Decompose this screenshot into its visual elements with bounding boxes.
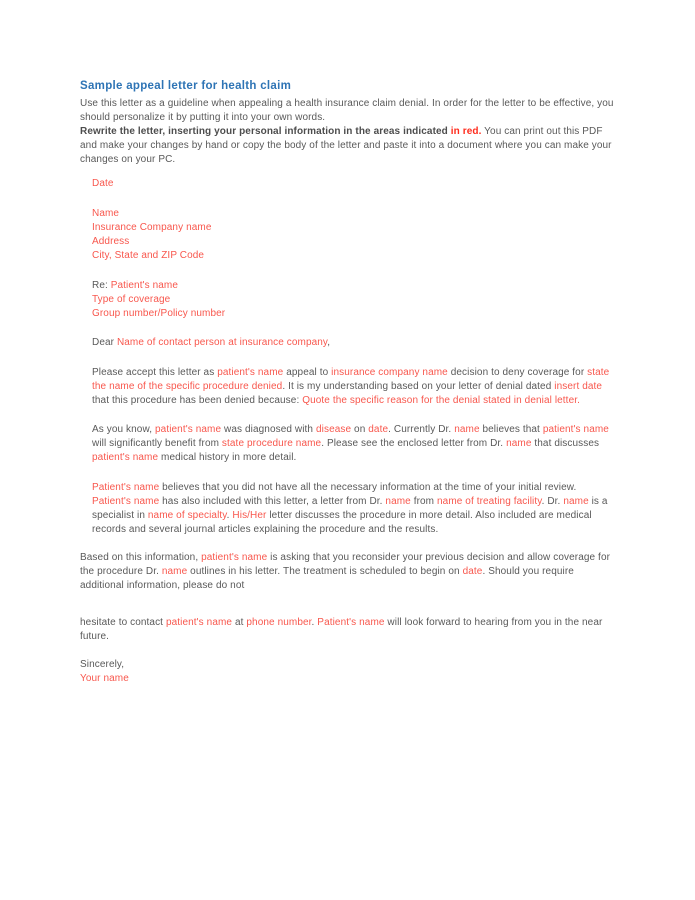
date-placeholder [92, 177, 617, 191]
text-run: Use this letter as a guideline when appealing a health insurance claim denial. In order for the letter to be effective, you should personalize it by putting it into your own words. [80, 98, 614, 123]
text-run: is a specialist in [92, 496, 608, 521]
text-run: Your name [80, 673, 129, 684]
text-run: at [232, 617, 247, 628]
text-run: outlines in his letter. The treatment is scheduled to begin on [187, 566, 463, 577]
text-run: Dear [92, 337, 117, 348]
text-run: Quote the specific reason for the denial stated in denial letter. [302, 395, 580, 406]
body-paragraph-4 [80, 551, 617, 593]
text-run: Name [92, 208, 120, 219]
text-run: date [462, 566, 483, 577]
text-run: City, State and ZIP Code [92, 250, 205, 261]
text-run: Group number/Policy number [92, 308, 226, 319]
body-paragraph-3 [92, 481, 617, 537]
text-run: Rewrite the letter, inserting your personal information in the areas indicated [80, 126, 451, 137]
document-title: Sample appeal letter for health claim [80, 80, 292, 92]
text-run: name [385, 496, 411, 507]
text-run: that this procedure has been denied because: [92, 395, 303, 406]
text-run: from [410, 496, 437, 507]
text-run: will significantly benefit from [92, 438, 222, 449]
text-run: name of treating facility [437, 496, 542, 507]
text-run: name of specialty [147, 510, 227, 521]
text-run: patient's name [165, 617, 233, 628]
text-run: . Currently Dr. [388, 424, 455, 435]
text-run: Patient's name [110, 280, 178, 291]
text-run: is asking that you reconsider your previous decision and allow coverage for the procedure Dr. [80, 552, 611, 577]
signature-placeholder [80, 672, 617, 686]
text-run: in red. [450, 126, 482, 137]
text-run: will look forward to hearing from you in the near future. [80, 617, 603, 642]
text-run: Type of coverage [92, 294, 171, 305]
text-run: state procedure name [221, 438, 322, 449]
text-run: Address [92, 236, 130, 247]
salutation-line [92, 336, 617, 350]
address-placeholder [92, 235, 617, 249]
text-run: has also included with this letter, a letter from Dr. [159, 496, 386, 507]
text-run: letter discusses the procedure in more detail. Also included are medical records and several journal articles explaining the procedure and the results. [92, 510, 592, 535]
body-paragraph-5 [80, 616, 617, 644]
text-run: phone number [246, 617, 312, 628]
coverage-line [92, 293, 617, 307]
text-run: date [368, 424, 389, 435]
text-run: . [226, 510, 233, 521]
text-run: state the name of the specific procedure denied [92, 367, 610, 392]
closing-line [80, 658, 617, 672]
text-run: name [161, 566, 188, 577]
text-run: Based on this information, [80, 552, 202, 563]
text-run: on [351, 424, 369, 435]
text-run: appeal to [283, 367, 332, 378]
insurance-company-placeholder [92, 221, 617, 235]
text-run: that discusses [531, 438, 600, 449]
text-run: patient's name [217, 367, 284, 378]
text-run: Patient's name [92, 482, 160, 493]
text-run: As you know, [92, 424, 155, 435]
text-run: . [311, 617, 318, 628]
text-run: Re: [92, 280, 111, 291]
text-run: . Dr. [541, 496, 564, 507]
text-run: patient's name [92, 452, 159, 463]
text-run: name [506, 438, 532, 449]
policy-line [92, 307, 617, 321]
text-run: . It is my understanding based on your letter of denial dated [282, 381, 555, 392]
text-run: You can print out this PDF and make your changes by hand or copy the body of the letter and paste it into a document where you can make your changes on your PC. [80, 126, 612, 165]
re-line [92, 279, 617, 293]
text-run: Name of contact person at insurance company [116, 337, 328, 348]
text-run: insert date [554, 381, 603, 392]
text-run: Insurance Company name [92, 222, 212, 233]
text-run: His/Her [232, 510, 267, 521]
text-run: patient's name [201, 552, 268, 563]
text-run: Date [92, 178, 114, 189]
text-run: Please accept this letter as [92, 367, 218, 378]
text-run: patient's name [542, 424, 609, 435]
text-run: , [327, 337, 331, 348]
text-run: believes that [479, 424, 543, 435]
text-run: . Please see the enclosed letter from Dr. [321, 438, 507, 449]
text-run: believes that you did not have all the necessary information at the time of your initial review. [159, 482, 577, 493]
body-paragraph-1 [92, 366, 617, 408]
text-run: . Should you require additional information, please do not [80, 566, 574, 591]
text-run: was diagnosed with [221, 424, 316, 435]
text-run: insurance company name [331, 367, 448, 378]
text-run: Patient's name [92, 496, 160, 507]
text-run: hesitate to contact [80, 617, 166, 628]
text-run: medical history in more detail. [158, 452, 297, 463]
text-run: disease [315, 424, 352, 435]
text-run: Patient's name [317, 617, 385, 628]
text-run: patient's name [155, 424, 222, 435]
city-state-zip-placeholder [92, 249, 617, 263]
text-run: name [563, 496, 589, 507]
text-run: name [454, 424, 480, 435]
body-paragraph-2 [92, 423, 617, 465]
recipient-name-placeholder [92, 207, 617, 221]
text-run: Sincerely, [80, 659, 125, 670]
intro-paragraph-2 [80, 125, 617, 167]
text-run: decision to deny coverage for [447, 367, 588, 378]
intro-paragraph-1 [80, 97, 617, 125]
